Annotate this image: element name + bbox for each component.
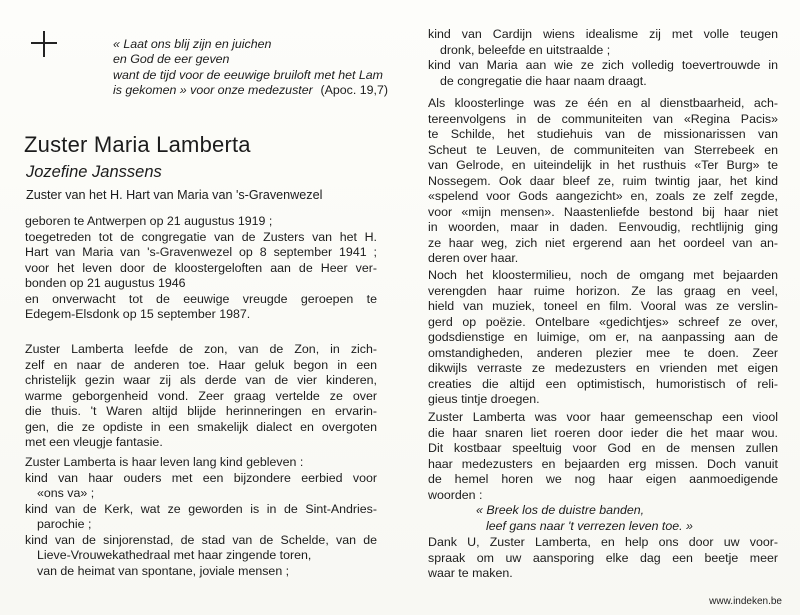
text-line: Lieve-Vrouwekathedraal met haar zingende toren,	[37, 548, 312, 562]
text-line: kind van Cardijn wiens idealisme zij met volle teugen	[428, 27, 778, 41]
text-line: en onverwacht tot de eeuwige vreugde geroepen te	[25, 291, 377, 306]
text-line: Dank U, Zuster Lamberta, en help ons door uw voor-	[428, 535, 778, 549]
text-line: Scheut te Leuven, de communiteiten van Sterrebeek en	[428, 142, 778, 157]
watermark-link: www.indeken.be	[709, 596, 782, 607]
text-line: voor het leven door de kloostergeloften aan de Heer ver-	[25, 260, 377, 275]
text-line: verengden haar ruime horizon. Ze las graag en veel,	[428, 283, 778, 298]
text-line: «spelend voor Gods aangezicht» en, zoals ze zelf zegde,	[428, 189, 778, 203]
poem-line: leef gans naar 't verrezen leven toe. »	[486, 518, 693, 533]
text-line: bonden op 21 augustus 1946	[25, 276, 186, 290]
text-line: de congregatie die haar naam draagt.	[440, 73, 647, 88]
text-line: kind van de Kerk, wat ze geworden is in de Sint-Andries-	[25, 501, 377, 516]
text-line: dikwijls verraste ze medezusters en vrienden met eigen	[428, 361, 778, 375]
text-line: christelijk gezin waar zij als derde van de vier kinderen,	[25, 373, 377, 387]
text-line: Edegem-Elsdonk op 15 september 1987.	[25, 307, 251, 321]
text-line: de hemel horen we nog haar eigen aanmoedigende	[428, 472, 778, 486]
text-line: spraak om uw aansporing elke dag een beetje meer	[428, 550, 778, 565]
birth-name: Jozefine Janssens	[26, 163, 162, 181]
text-line: parochie ;	[37, 517, 92, 531]
text-line: tereenvolgens in de communiteiten van «Regina Pacis»	[428, 111, 778, 126]
text-line: voor «mijn mensen». Naastenliefde bestond bij haar niet	[428, 204, 778, 219]
text-line: waar te maken.	[428, 566, 513, 580]
quote-line: is gekomen » voor onze medezuster (Apoc. 19,7)	[113, 83, 388, 98]
text-line: in woorden, maar in daden. Eenvoudig, rechtlijnig ging	[428, 220, 778, 234]
text-line: «ons va» ;	[37, 486, 95, 500]
text-line: zelf en naar de anderen toe. Haar geluk begon in een	[25, 357, 377, 372]
biography-paragraph-5	[428, 268, 778, 408]
biography-paragraph-1	[25, 342, 377, 451]
text-line: met een vleugje fantasie.	[25, 435, 163, 449]
biography-paragraph-4	[428, 96, 778, 267]
text-line: warme geborgenheid vond. Zeer graag vertelde ze over	[25, 388, 377, 403]
text-line: van de heimat van spontane, joviale mensen ;	[37, 563, 290, 578]
text-line: woorden :	[428, 487, 483, 502]
text-line: toegetreden tot de congregatie van de Zusters van het H.	[25, 229, 377, 244]
cross-icon	[31, 31, 57, 57]
quote-line: « Laat ons blij zijn en juichen	[113, 37, 272, 51]
text-line: Zuster Lamberta leefde de zon, van de Zon, in zich-	[25, 342, 377, 356]
text-line: Hart van Maria van 's-Gravenwezel op 8 september 1941 ;	[25, 245, 377, 259]
text-line: Noch het kloostermilieu, noch de omgang met bejaarden	[428, 268, 778, 282]
deceased-name: Zuster Maria Lamberta	[24, 132, 251, 157]
text-line: Zuster Lamberta was voor haar gemeenschap een viool	[428, 410, 778, 424]
text-line: gen, die ze opdiste in een smakelijk dialect en overgoten	[25, 419, 377, 434]
text-line: geboren te Antwerpen op 21 augustus 1919 ;	[25, 214, 273, 228]
text-line: te Schilde, het studiehuis van de missionarissen van	[428, 127, 778, 141]
biography-paragraph-6	[428, 410, 778, 534]
biography-paragraph-3	[428, 27, 778, 89]
text-line: Nossegem. Ook daar bleef ze, ruim twintig jaar, het kind	[428, 173, 778, 188]
poem-line: « Breek los de duistre banden,	[476, 503, 645, 517]
quote-line: en God de eer geven	[113, 52, 230, 67]
quote-reference: (Apoc. 19,7)	[320, 83, 388, 98]
text-line: Dit kostbaar speeltuig voor God en de mensen zullen	[428, 441, 778, 455]
text-line: kind van de sinjorenstad, de stad van de Schelde, van de	[25, 532, 377, 547]
text-line: ze haar weg, zich niet ergerend aan het oordeel van an-	[428, 235, 778, 250]
text-line: kind van haar ouders met een bijzondere eerbied voor	[25, 470, 377, 485]
text-line: gieus tintje droegen.	[428, 392, 540, 406]
text-line: haar medezusters en bejaarden erg missen. Doch vanuit	[428, 456, 778, 471]
text-line: hield van muziek, toneel en film. Vooral was ze verslin-	[428, 299, 778, 313]
text-line: die thuis. 't Waren altijd blijde herinneringen en ervarin-	[25, 404, 377, 418]
text-line: Als kloosterlinge was ze één en al dienstbaarheid, ach-	[428, 96, 778, 110]
text-line: godsdienstige en luimige, om er, na aanpassing aan de	[428, 330, 778, 344]
text-line: van Gelrode, en uiteindelijk in het rusthuis «Ter Burg» te	[428, 158, 778, 172]
text-line: kind van Maria aan wie ze zich volledig toevertrouwde in	[428, 58, 778, 72]
closing-paragraph	[428, 535, 778, 582]
text-line: dronk, beleefde en uitstraalde ;	[440, 42, 611, 57]
quote-line: want de tijd voor de eeuwige bruiloft met het Lam	[113, 67, 383, 82]
text-line: die haar snaren liet roeren door ieder die het maar wou.	[428, 425, 778, 440]
text-line: deren over haar.	[428, 251, 519, 265]
text-line: Zuster Lamberta is haar leven lang kind gebleven :	[25, 455, 304, 469]
life-dates	[25, 214, 377, 323]
text-line: creaties die altijd een optimistisch, humoristisch of reli-	[428, 376, 778, 391]
text-line: gerd op poëzie. Ontelbare «gedichtjes» schreef ze over,	[428, 314, 778, 329]
biography-paragraph-2	[25, 455, 377, 579]
bible-quote	[113, 37, 388, 99]
text-line: omstandigheden, anderen plezier mee te doen. Zeer	[428, 345, 778, 360]
religious-order: Zuster van het H. Hart van Maria van 's-Gravenwezel	[26, 188, 323, 202]
